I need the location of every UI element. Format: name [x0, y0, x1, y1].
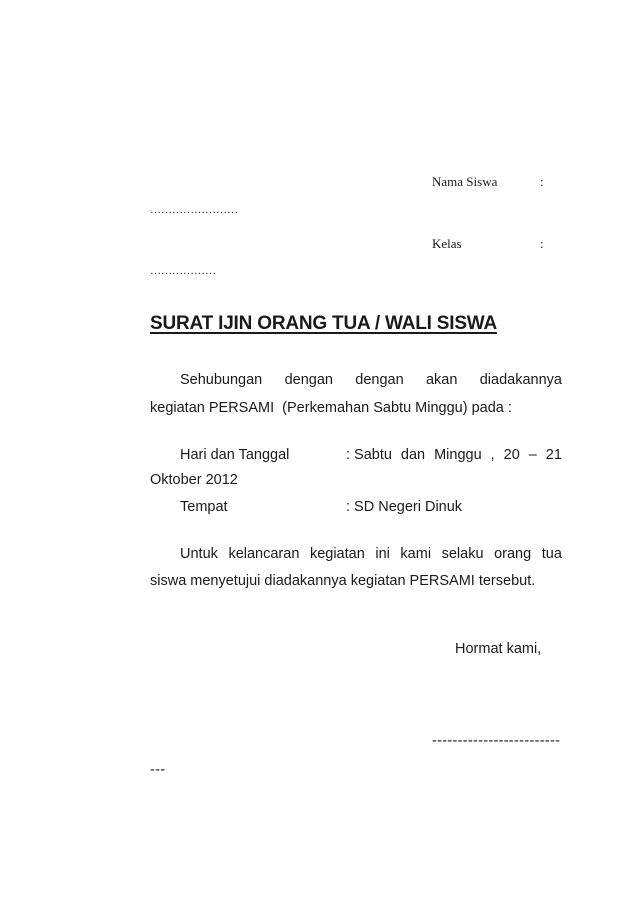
tempat-value: : SD Negeri Dinuk	[346, 499, 463, 515]
intro-line-1	[180, 372, 562, 388]
intro-word: Sehubungan	[180, 372, 263, 388]
intro-word: diadakannya	[479, 372, 562, 388]
hari-word: 21	[545, 447, 562, 463]
hari-word: Minggu	[434, 447, 482, 463]
letter-title: SURAT IJIN ORANG TUA / WALI SISWA	[150, 313, 498, 334]
signature-line: -------------------------	[432, 733, 561, 749]
hari-word: ,	[490, 447, 495, 463]
intro-word: dengan	[284, 372, 333, 388]
hari-word: –	[528, 447, 537, 463]
hari-word: 20	[503, 447, 520, 463]
hari-value	[346, 447, 562, 463]
hari-word: : Sabtu	[346, 447, 392, 463]
nama-siswa-colon: :	[540, 174, 544, 189]
consent-word: kami	[400, 546, 432, 562]
consent-word: kelancaran	[228, 546, 300, 562]
kelas-label: Kelas	[432, 236, 462, 251]
nama-siswa-label: Nama Siswa	[432, 174, 498, 189]
signature-line-cont: ---	[150, 762, 166, 778]
kelas-dots: ………………	[150, 265, 216, 277]
consent-word: kegiatan	[309, 546, 365, 562]
hari-value-cont: Oktober 2012	[150, 472, 238, 488]
consent-word: ini	[375, 546, 390, 562]
tempat-label: Tempat	[180, 499, 228, 515]
consent-word: Untuk	[180, 546, 218, 562]
consent-word: selaku	[441, 546, 484, 562]
hari-word: dan	[400, 447, 426, 463]
closing-text: Hormat kami,	[455, 641, 542, 657]
nama-siswa-dots: ……………………	[150, 204, 238, 216]
hari-label: Hari dan Tanggal	[180, 447, 290, 463]
consent-line-2: siswa menyetujui diadakannya kegiatan PERSAMI tersebut.	[150, 573, 536, 589]
intro-word: dengan	[355, 372, 404, 388]
consent-word: tua	[541, 546, 562, 562]
consent-word: orang	[494, 546, 532, 562]
kelas-colon: :	[540, 236, 544, 251]
consent-line-1	[180, 546, 562, 562]
intro-line-2: kegiatan PERSAMI (Perkemahan Sabtu Minggu) pada :	[150, 400, 512, 416]
intro-word: akan	[425, 372, 458, 388]
